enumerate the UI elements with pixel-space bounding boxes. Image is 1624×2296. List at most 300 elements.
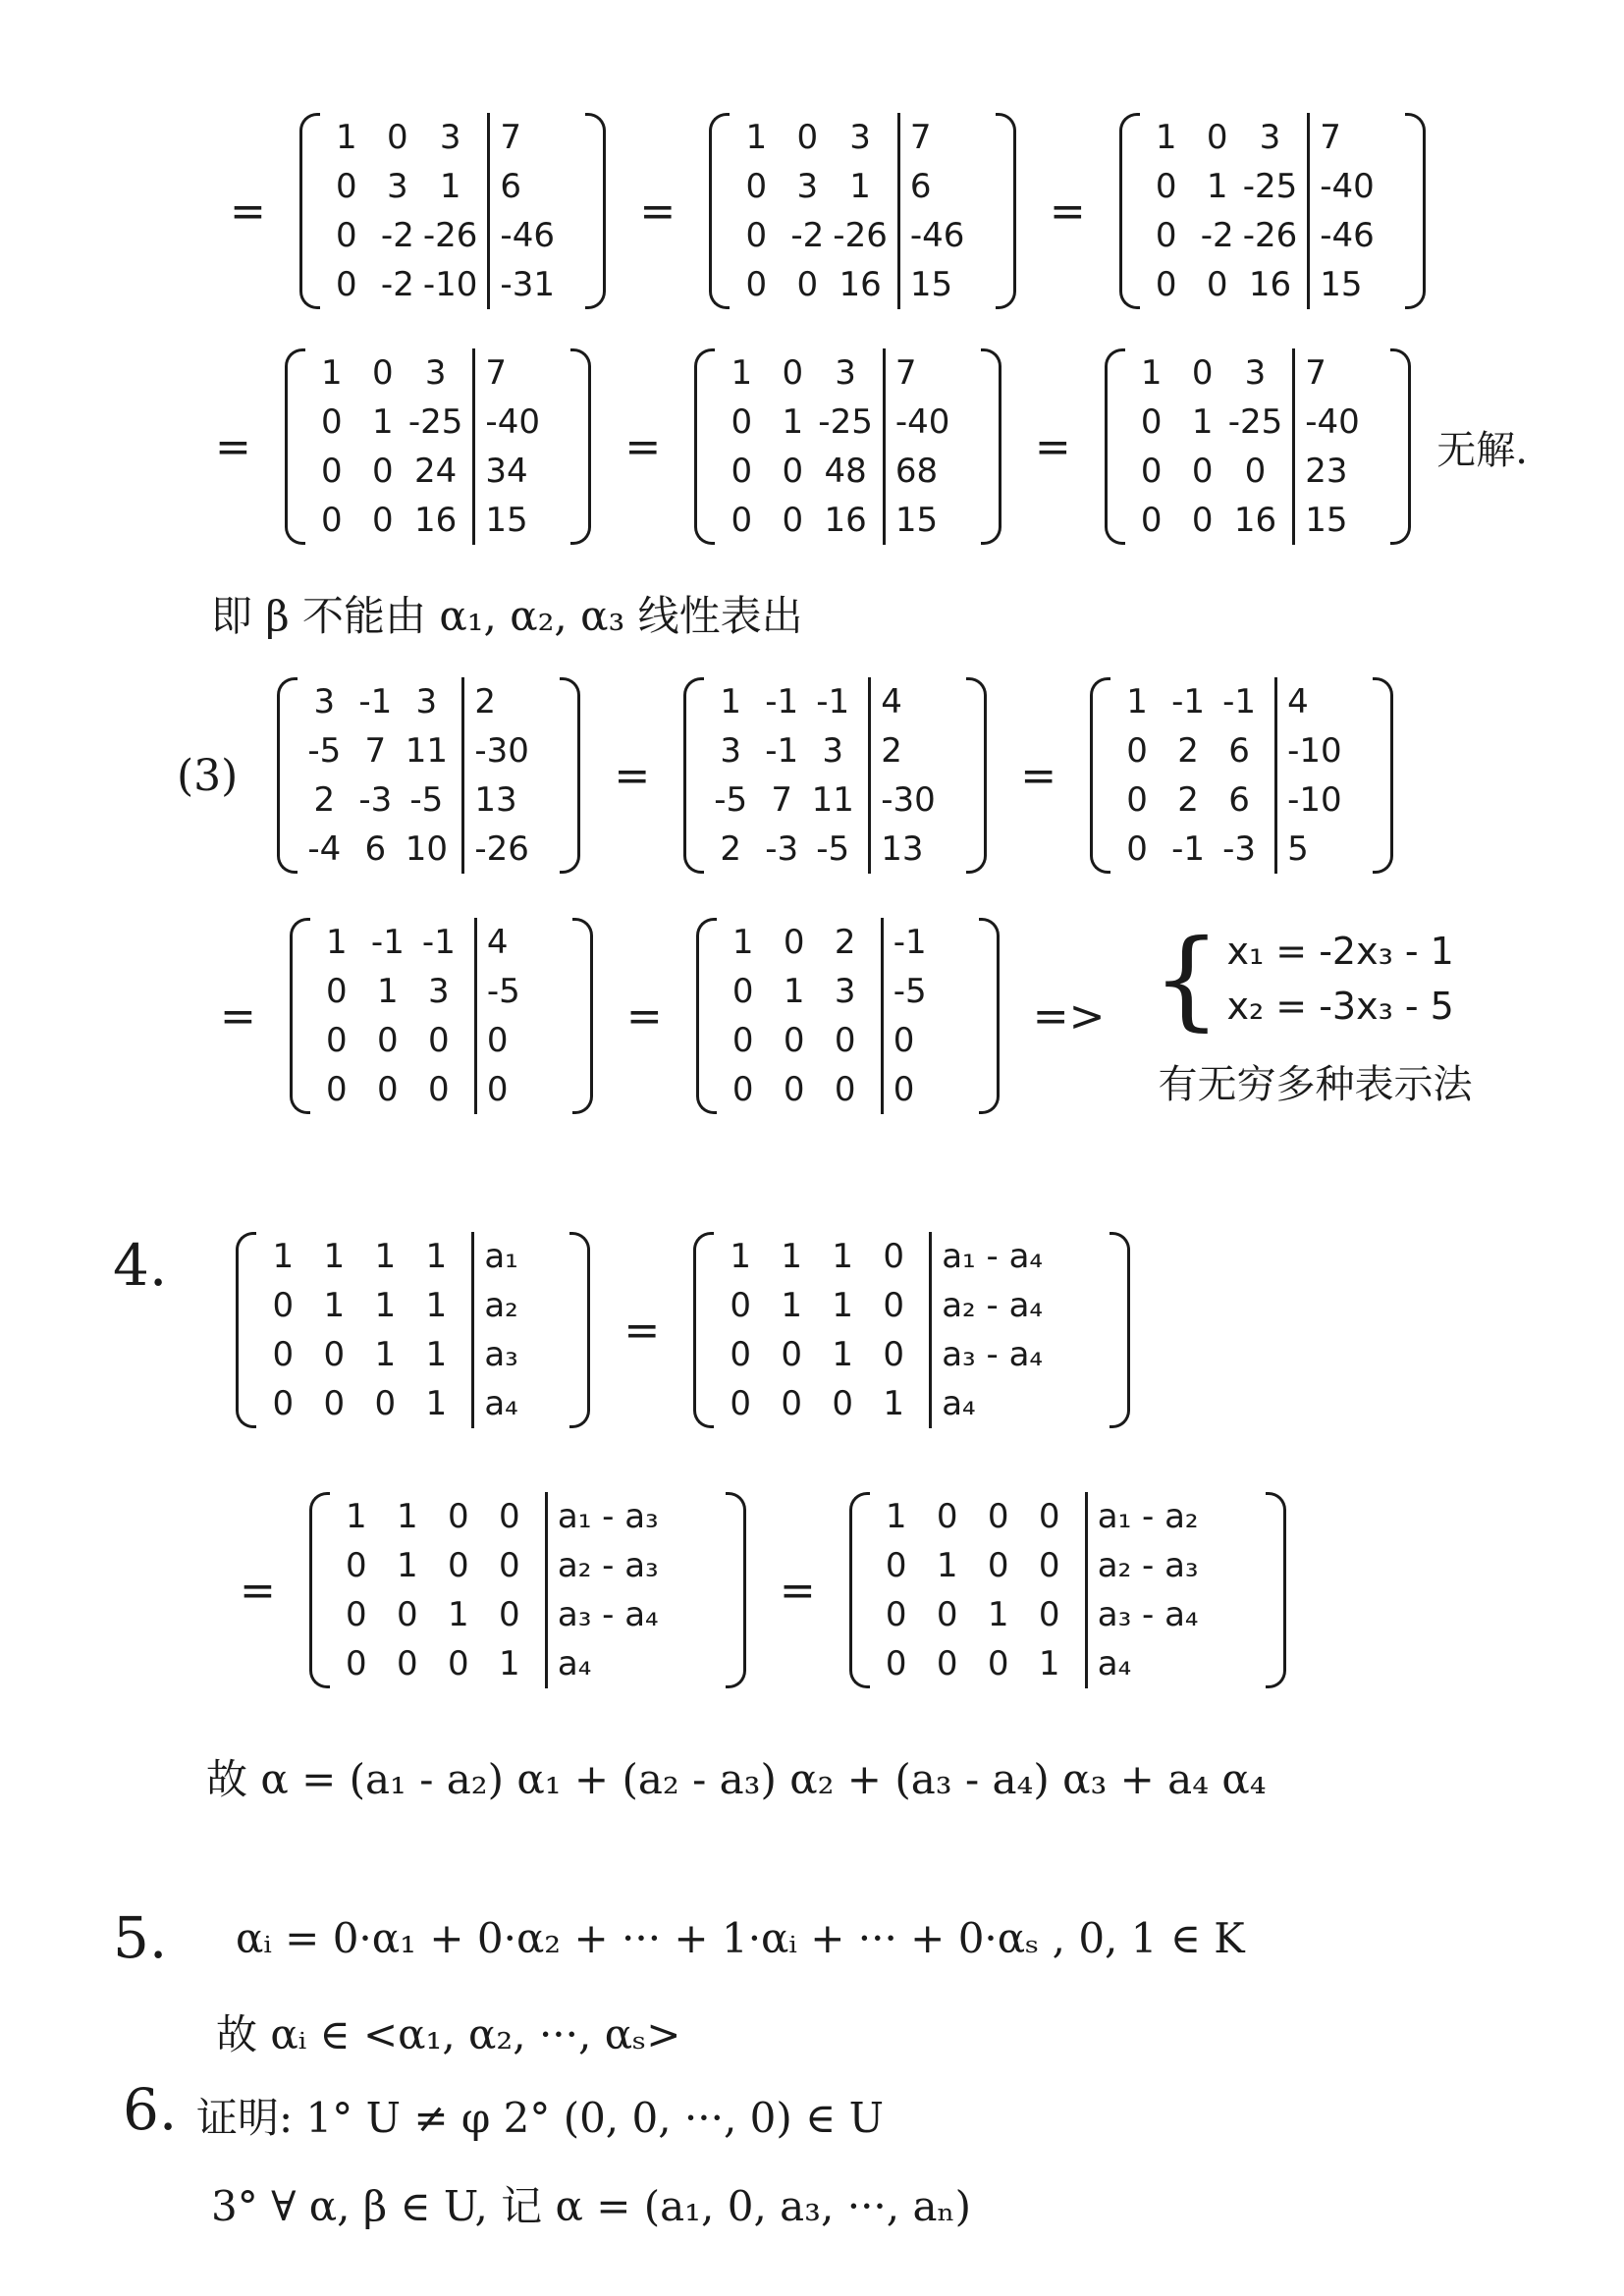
matrix-cell: 1	[987, 1595, 1009, 1634]
matrix-cell: 0	[730, 1384, 752, 1423]
matrix-cell: 2	[720, 829, 742, 869]
matrix-cell: -25	[1242, 167, 1298, 206]
augmented-cell: -31	[500, 265, 555, 304]
matrix-cell: 0	[1038, 1546, 1060, 1585]
matrix-cell: 3	[822, 731, 844, 771]
coefficient-block	[311, 918, 464, 1114]
equals-sign: =	[624, 421, 662, 472]
matrix-cell: 0	[448, 1546, 469, 1585]
coefficient-block	[705, 677, 858, 874]
matrix-cell: 1	[832, 1237, 854, 1276]
matrix-cell: -5	[816, 829, 850, 869]
matrix-cell: 0	[272, 1384, 295, 1423]
matrix-cell: 0	[428, 1021, 450, 1060]
matrix-cell: 0	[782, 501, 804, 540]
augmented-cell: 4	[881, 682, 902, 721]
part6-label: 6.	[123, 2076, 178, 2143]
matrix-cell: 0	[731, 402, 753, 442]
p5-line1: αᵢ = 0·α₁ + 0·α₂ + ··· + 1·αᵢ + ··· + 0·αₛ , 0, 1 ∈ K	[236, 1914, 1245, 1962]
matrix-cell: -25	[407, 402, 463, 442]
augmented-cell: a₄	[1097, 1644, 1132, 1683]
augmented-column	[1274, 677, 1372, 874]
matrix-cell: 1	[425, 1237, 448, 1276]
equals-sign: =	[625, 990, 663, 1041]
augmented-cell: a₃	[484, 1335, 518, 1374]
augmented-cell: a₄	[484, 1384, 518, 1423]
matrix-cell: 1	[425, 1286, 448, 1325]
augmented-cell: -5	[486, 972, 520, 1011]
matrix-cell: 0	[731, 1070, 754, 1109]
augmented-cell: -5	[893, 972, 927, 1011]
matrix-cell: 1	[377, 972, 399, 1011]
matrix-cell: 11	[811, 780, 854, 820]
matrix	[236, 1232, 590, 1428]
matrix-cell: 1	[439, 167, 461, 206]
matrix-cell: 1	[323, 1286, 346, 1325]
matrix-cell: 0	[1155, 216, 1177, 255]
matrix-cell: -4	[307, 829, 342, 869]
matrix-cell: 3	[1259, 118, 1281, 157]
matrix-cell: -1	[1171, 682, 1206, 721]
augmented-cell: -40	[1320, 167, 1375, 206]
matrix-cell: 1	[731, 353, 753, 393]
matrix	[285, 348, 592, 545]
matrix-cell: 0	[377, 1070, 399, 1109]
equals-sign: =	[639, 186, 677, 237]
augmented-cell: a₄	[557, 1644, 592, 1683]
augmented-cell: a₂ - a₄	[942, 1286, 1044, 1325]
matrix-cell: 1	[936, 1546, 958, 1585]
matrix-cell: 0	[1038, 1595, 1060, 1634]
matrix-cell: 0	[387, 118, 408, 157]
matrix-cell: 2	[313, 780, 336, 820]
matrix-cell: 1	[782, 402, 804, 442]
augmented-cell: -40	[485, 402, 540, 442]
augmented-cell: a₂ - a₃	[557, 1546, 659, 1585]
matrix-cell: 0	[987, 1546, 1009, 1585]
augmented-cell: a₁	[484, 1237, 518, 1276]
matrix-cell: 0	[323, 1384, 346, 1423]
matrix	[1105, 348, 1412, 545]
matrix-cell: 3	[835, 353, 856, 393]
equals-sign: =	[1049, 186, 1086, 237]
matrix-cell: 1	[720, 682, 742, 721]
augmented-column	[868, 677, 965, 874]
matrix-cell: -5	[714, 780, 748, 820]
coefficient-block	[871, 1492, 1075, 1688]
matrix-cell: 1	[745, 118, 768, 157]
matrix-cell: 0	[783, 1070, 805, 1109]
solution-system	[1152, 915, 1472, 1041]
matrix-cell: 0	[730, 1286, 752, 1325]
p2-conclusion: 即 β 不能由 α₁, α₂, α₃ 线性表出	[211, 592, 803, 640]
augmented-cell: a₃ - a₄	[1097, 1595, 1199, 1634]
matrix-cell: -1	[421, 923, 456, 962]
matrix	[299, 113, 607, 309]
matrix-cell: 6	[364, 829, 387, 869]
matrix-cell: -1	[765, 731, 799, 771]
system-line: x₂ = -3x₃ - 5	[1226, 984, 1454, 1028]
matrix	[696, 918, 1000, 1114]
matrix-cell: -10	[422, 265, 478, 304]
matrix-cell: -3	[358, 780, 393, 820]
augmented-column	[1307, 113, 1404, 309]
equals-sign: =	[614, 750, 651, 801]
p4-conclusion: 故 α = (a₁ - a₂) α₁ + (a₂ - a₃) α₂ + (a₃ - a₄) α₃ + a₄ α₄	[206, 1755, 1267, 1803]
matrix-cell: 0	[782, 452, 804, 491]
coefficient-block	[1141, 113, 1298, 309]
p4-row1	[113, 1232, 1130, 1428]
matrix-cell: -5	[409, 780, 444, 820]
matrix-cell: 1	[346, 1497, 367, 1536]
matrix-cell: 1	[1126, 682, 1148, 721]
matrix-cell: 0	[326, 1021, 348, 1060]
matrix-cell: 0	[1140, 501, 1163, 540]
augmented-cell: 2	[881, 731, 902, 771]
matrix-cell: 0	[1140, 402, 1163, 442]
matrix-cell: 1	[448, 1595, 469, 1634]
matrix-cell: 1	[372, 402, 394, 442]
matrix-cell: 3	[387, 167, 408, 206]
part5-label: 5.	[113, 1904, 168, 1971]
augmented-cell: a₁ - a₂	[1097, 1497, 1199, 1536]
matrix-cell: 0	[731, 501, 753, 540]
matrix-cell: 3	[796, 167, 819, 206]
p4-row2	[206, 1492, 1286, 1688]
coefficient-block	[257, 1232, 461, 1428]
augmented-cell: 7	[500, 118, 522, 157]
matrix-cell: 0	[1140, 452, 1163, 491]
matrix-cell: 0	[781, 1335, 803, 1374]
augmented-cell: 15	[485, 501, 528, 540]
system-line: x₁ = -2x₃ - 1	[1226, 929, 1454, 973]
matrix-cell: 16	[414, 501, 458, 540]
augmented-column	[545, 1492, 725, 1688]
matrix	[694, 348, 1001, 545]
coefficient-block	[1126, 348, 1283, 545]
equals-sign: =	[1020, 750, 1057, 801]
matrix-cell: -26	[1242, 216, 1298, 255]
matrix-cell: 0	[1155, 265, 1177, 304]
matrix-cell: 0	[745, 167, 768, 206]
infinite-note: 有无穷多种表示法	[1158, 1061, 1473, 1107]
matrix-cell: 0	[936, 1497, 958, 1536]
matrix-cell: 1	[374, 1335, 397, 1374]
matrix-cell: 0	[1126, 829, 1148, 869]
matrix	[709, 113, 1016, 309]
augmented-cell: 5	[1287, 829, 1309, 869]
coefficient-block	[298, 677, 452, 874]
matrix-cell: 0	[987, 1497, 1009, 1536]
augmented-cell: 15	[909, 265, 953, 304]
augmented-cell: a₂	[484, 1286, 518, 1325]
matrix-cell: 0	[346, 1595, 367, 1634]
augmented-column	[883, 348, 980, 545]
matrix-cell: 2	[834, 923, 856, 962]
augmented-column	[461, 677, 559, 874]
augmented-cell: 2	[474, 682, 496, 721]
matrix-cell: 6	[1228, 780, 1250, 820]
augmented-cell: 68	[894, 452, 939, 491]
matrix-cell: 0	[321, 452, 343, 491]
matrix-cell: -2	[790, 216, 825, 255]
matrix-cell: 0	[1191, 452, 1214, 491]
matrix-cell: 1	[499, 1644, 520, 1683]
augmented-cell: 15	[894, 501, 939, 540]
matrix-cell: 0	[783, 923, 805, 962]
augmented-cell: 7	[1320, 118, 1341, 157]
matrix-cell: 1	[323, 1237, 346, 1276]
matrix-cell: 1	[397, 1546, 418, 1585]
matrix-cell: 0	[1155, 167, 1177, 206]
matrix-cell: 3	[849, 118, 871, 157]
matrix-cell: 0	[731, 972, 754, 1011]
matrix-cell: 3	[424, 353, 447, 393]
matrix-cell: 48	[824, 452, 867, 491]
p3-row2	[187, 915, 1473, 1114]
matrix-cell: 0	[448, 1497, 469, 1536]
coefficient-block	[716, 348, 873, 545]
equals-sign: =	[220, 990, 256, 1041]
equals-sign: =	[779, 1565, 816, 1616]
matrix	[693, 1232, 1130, 1428]
matrix-cell: 1	[1038, 1644, 1060, 1683]
augmented-cell: -10	[1287, 731, 1342, 771]
augmented-cell: -46	[1320, 216, 1375, 255]
matrix-cell: -1	[816, 682, 850, 721]
augmented-cell: 7	[894, 353, 917, 393]
matrix-cell: 0	[346, 1546, 367, 1585]
matrix-cell: 0	[336, 167, 357, 206]
p5-line2: 故 αᵢ ∈ <α₁, α₂, ···, αₛ>	[216, 2010, 681, 2058]
matrix	[683, 677, 987, 874]
coefficient-block	[718, 918, 871, 1114]
matrix-cell: 0	[326, 1070, 348, 1109]
matrix-cell: 0	[272, 1335, 295, 1374]
matrix-cell: 1	[336, 118, 357, 157]
matrix-cell: 0	[321, 402, 343, 442]
matrix-cell: 1	[730, 1237, 752, 1276]
coefficient-block	[1111, 677, 1265, 874]
matrix-cell: -1	[1171, 829, 1206, 869]
matrix-cell: 3	[1244, 353, 1267, 393]
p6-line2: 3° ∀ α, β ∈ U, 记 α = (a₁, 0, a₃, ···, aₙ)	[211, 2182, 972, 2230]
coefficient-block	[331, 1492, 535, 1688]
matrix	[1090, 677, 1393, 874]
augmented-cell: -30	[474, 731, 529, 771]
matrix-cell: 0	[1038, 1497, 1060, 1536]
matrix-cell: 3	[720, 731, 742, 771]
augmented-column	[474, 918, 571, 1114]
augmented-cell: 0	[486, 1021, 509, 1060]
matrix-cell: 0	[499, 1595, 520, 1634]
matrix-cell: -3	[1222, 829, 1257, 869]
augmented-cell: 34	[485, 452, 528, 491]
augmented-cell: -10	[1287, 780, 1342, 820]
matrix-cell: 0	[372, 452, 394, 491]
matrix-cell: 1	[783, 972, 805, 1011]
matrix-cell: 10	[405, 829, 448, 869]
brace: {	[1152, 915, 1221, 1041]
matrix-cell: 0	[796, 118, 819, 157]
matrix-cell: -25	[1227, 402, 1283, 442]
augmented-cell: 0	[893, 1070, 915, 1109]
matrix-cell: 1	[272, 1237, 295, 1276]
matrix-cell: 1	[425, 1384, 448, 1423]
matrix-cell: 0	[731, 452, 753, 491]
matrix-cell: 1	[832, 1335, 854, 1374]
augmented-cell: a₁ - a₄	[942, 1237, 1044, 1276]
matrix-cell: -1	[1222, 682, 1257, 721]
matrix-cell: 0	[730, 1335, 752, 1374]
matrix-cell: 1	[781, 1286, 803, 1325]
augmented-cell: -26	[474, 829, 529, 869]
matrix-cell: 24	[414, 452, 458, 491]
augmented-cell: 6	[500, 167, 522, 206]
augmented-column	[471, 1232, 568, 1428]
matrix-cell: 0	[782, 353, 804, 393]
matrix-cell: -5	[307, 731, 342, 771]
system-lines	[1226, 924, 1453, 1034]
matrix-cell: 0	[372, 353, 394, 393]
matrix-cell: 0	[1244, 452, 1267, 491]
matrix	[309, 1492, 746, 1688]
matrix-cell: 0	[1206, 265, 1228, 304]
equals-sign: =	[215, 421, 251, 472]
augmented-cell: 23	[1305, 452, 1348, 491]
matrix-cell: 2	[1177, 780, 1199, 820]
augmented-cell: -30	[881, 780, 936, 820]
augmented-column	[881, 918, 978, 1114]
matrix-cell: -25	[818, 402, 873, 442]
matrix-cell: 0	[781, 1384, 803, 1423]
equals-sign: =	[623, 1305, 661, 1356]
augmented-cell: 7	[485, 353, 508, 393]
matrix-cell: 0	[1191, 353, 1214, 393]
p2-row2	[182, 348, 1528, 545]
matrix-cell: 0	[336, 265, 357, 304]
augmented-cell: -40	[1305, 402, 1360, 442]
matrix-cell: 3	[834, 972, 856, 1011]
matrix	[849, 1492, 1286, 1688]
matrix-cell: 1	[326, 923, 348, 962]
augmented-cell: a₂ - a₃	[1097, 1546, 1199, 1585]
augmented-column	[1292, 348, 1389, 545]
augmented-cell: -40	[894, 402, 950, 442]
matrix-cell: 0	[374, 1384, 397, 1423]
matrix-cell: 3	[313, 682, 336, 721]
implies-arrow: =>	[1032, 990, 1106, 1041]
matrix-cell: 0	[745, 265, 768, 304]
augmented-column	[472, 348, 569, 545]
matrix-cell: 1	[397, 1497, 418, 1536]
matrix-cell: 3	[415, 682, 438, 721]
matrix-cell: 0	[745, 216, 768, 255]
matrix-cell: 0	[377, 1021, 399, 1060]
augmented-cell: 6	[909, 167, 932, 206]
matrix-cell: 0	[397, 1595, 418, 1634]
matrix-cell: 0	[448, 1644, 469, 1683]
matrix-cell: 16	[824, 501, 867, 540]
augmented-column	[929, 1232, 1109, 1428]
matrix-cell: 1	[883, 1384, 905, 1423]
augmented-column	[897, 113, 995, 309]
augmented-cell: 4	[486, 923, 509, 962]
augmented-cell: 15	[1305, 501, 1348, 540]
matrix-cell: 0	[796, 265, 819, 304]
matrix-cell: 0	[321, 501, 343, 540]
matrix-cell: 1	[374, 1237, 397, 1276]
matrix-cell: 0	[834, 1070, 856, 1109]
matrix-cell: 11	[405, 731, 448, 771]
matrix-cell: 0	[885, 1595, 907, 1634]
matrix-cell: -2	[380, 216, 414, 255]
equals-sign: =	[240, 1565, 276, 1616]
matrix-cell: -1	[765, 682, 799, 721]
matrix-cell: 0	[883, 1335, 905, 1374]
matrix-cell: 0	[323, 1335, 346, 1374]
augmented-column	[1085, 1492, 1265, 1688]
matrix-cell: 0	[936, 1595, 958, 1634]
matrix-cell: 0	[1206, 118, 1228, 157]
matrix-cell: 1	[832, 1286, 854, 1325]
augmented-cell: a₃ - a₄	[942, 1335, 1044, 1374]
p6-line1: 证明: 1° U ≠ φ 2° (0, 0, ···, 0) ∈ U	[196, 2094, 884, 2142]
matrix-cell: 0	[832, 1384, 854, 1423]
augmented-cell: 7	[909, 118, 932, 157]
matrix-cell: -1	[370, 923, 405, 962]
augmented-cell: a₃ - a₄	[557, 1595, 659, 1634]
matrix-cell: 0	[272, 1286, 295, 1325]
matrix-cell: 1	[1155, 118, 1177, 157]
matrix-cell: 0	[499, 1497, 520, 1536]
matrix-cell: 1	[885, 1497, 907, 1536]
matrix-cell: 1	[1140, 353, 1163, 393]
matrix-cell: 16	[1248, 265, 1292, 304]
equals-sign: =	[230, 186, 266, 237]
matrix-cell: 2	[1177, 731, 1199, 771]
matrix-cell: 0	[397, 1644, 418, 1683]
part4-label: 4.	[113, 1232, 168, 1299]
matrix-cell: 16	[839, 265, 882, 304]
matrix-cell: 0	[1191, 501, 1214, 540]
matrix-cell: -26	[422, 216, 478, 255]
matrix	[1119, 113, 1427, 309]
augmented-cell: 7	[1305, 353, 1326, 393]
matrix-cell: 1	[1206, 167, 1228, 206]
matrix-cell: 3	[428, 972, 450, 1011]
matrix-cell: 0	[428, 1070, 450, 1109]
part3-label: (3)	[177, 750, 239, 801]
augmented-cell: 15	[1320, 265, 1363, 304]
matrix-cell: 0	[326, 972, 348, 1011]
matrix-cell: 0	[1126, 780, 1148, 820]
augmented-column	[487, 113, 584, 309]
matrix	[277, 677, 580, 874]
augmented-cell: -46	[909, 216, 965, 255]
matrix-cell: 0	[987, 1644, 1009, 1683]
matrix-cell: 7	[364, 731, 387, 771]
augmented-cell: a₄	[942, 1384, 976, 1423]
matrix-cell: 0	[783, 1021, 805, 1060]
matrix-cell: 1	[374, 1286, 397, 1325]
matrix-cell: 0	[499, 1546, 520, 1585]
solution-block	[1138, 915, 1473, 1109]
matrix-cell: 1	[425, 1335, 448, 1374]
matrix-cell: 0	[1126, 731, 1148, 771]
augmented-cell: -46	[500, 216, 555, 255]
matrix-cell: 1	[1191, 402, 1214, 442]
